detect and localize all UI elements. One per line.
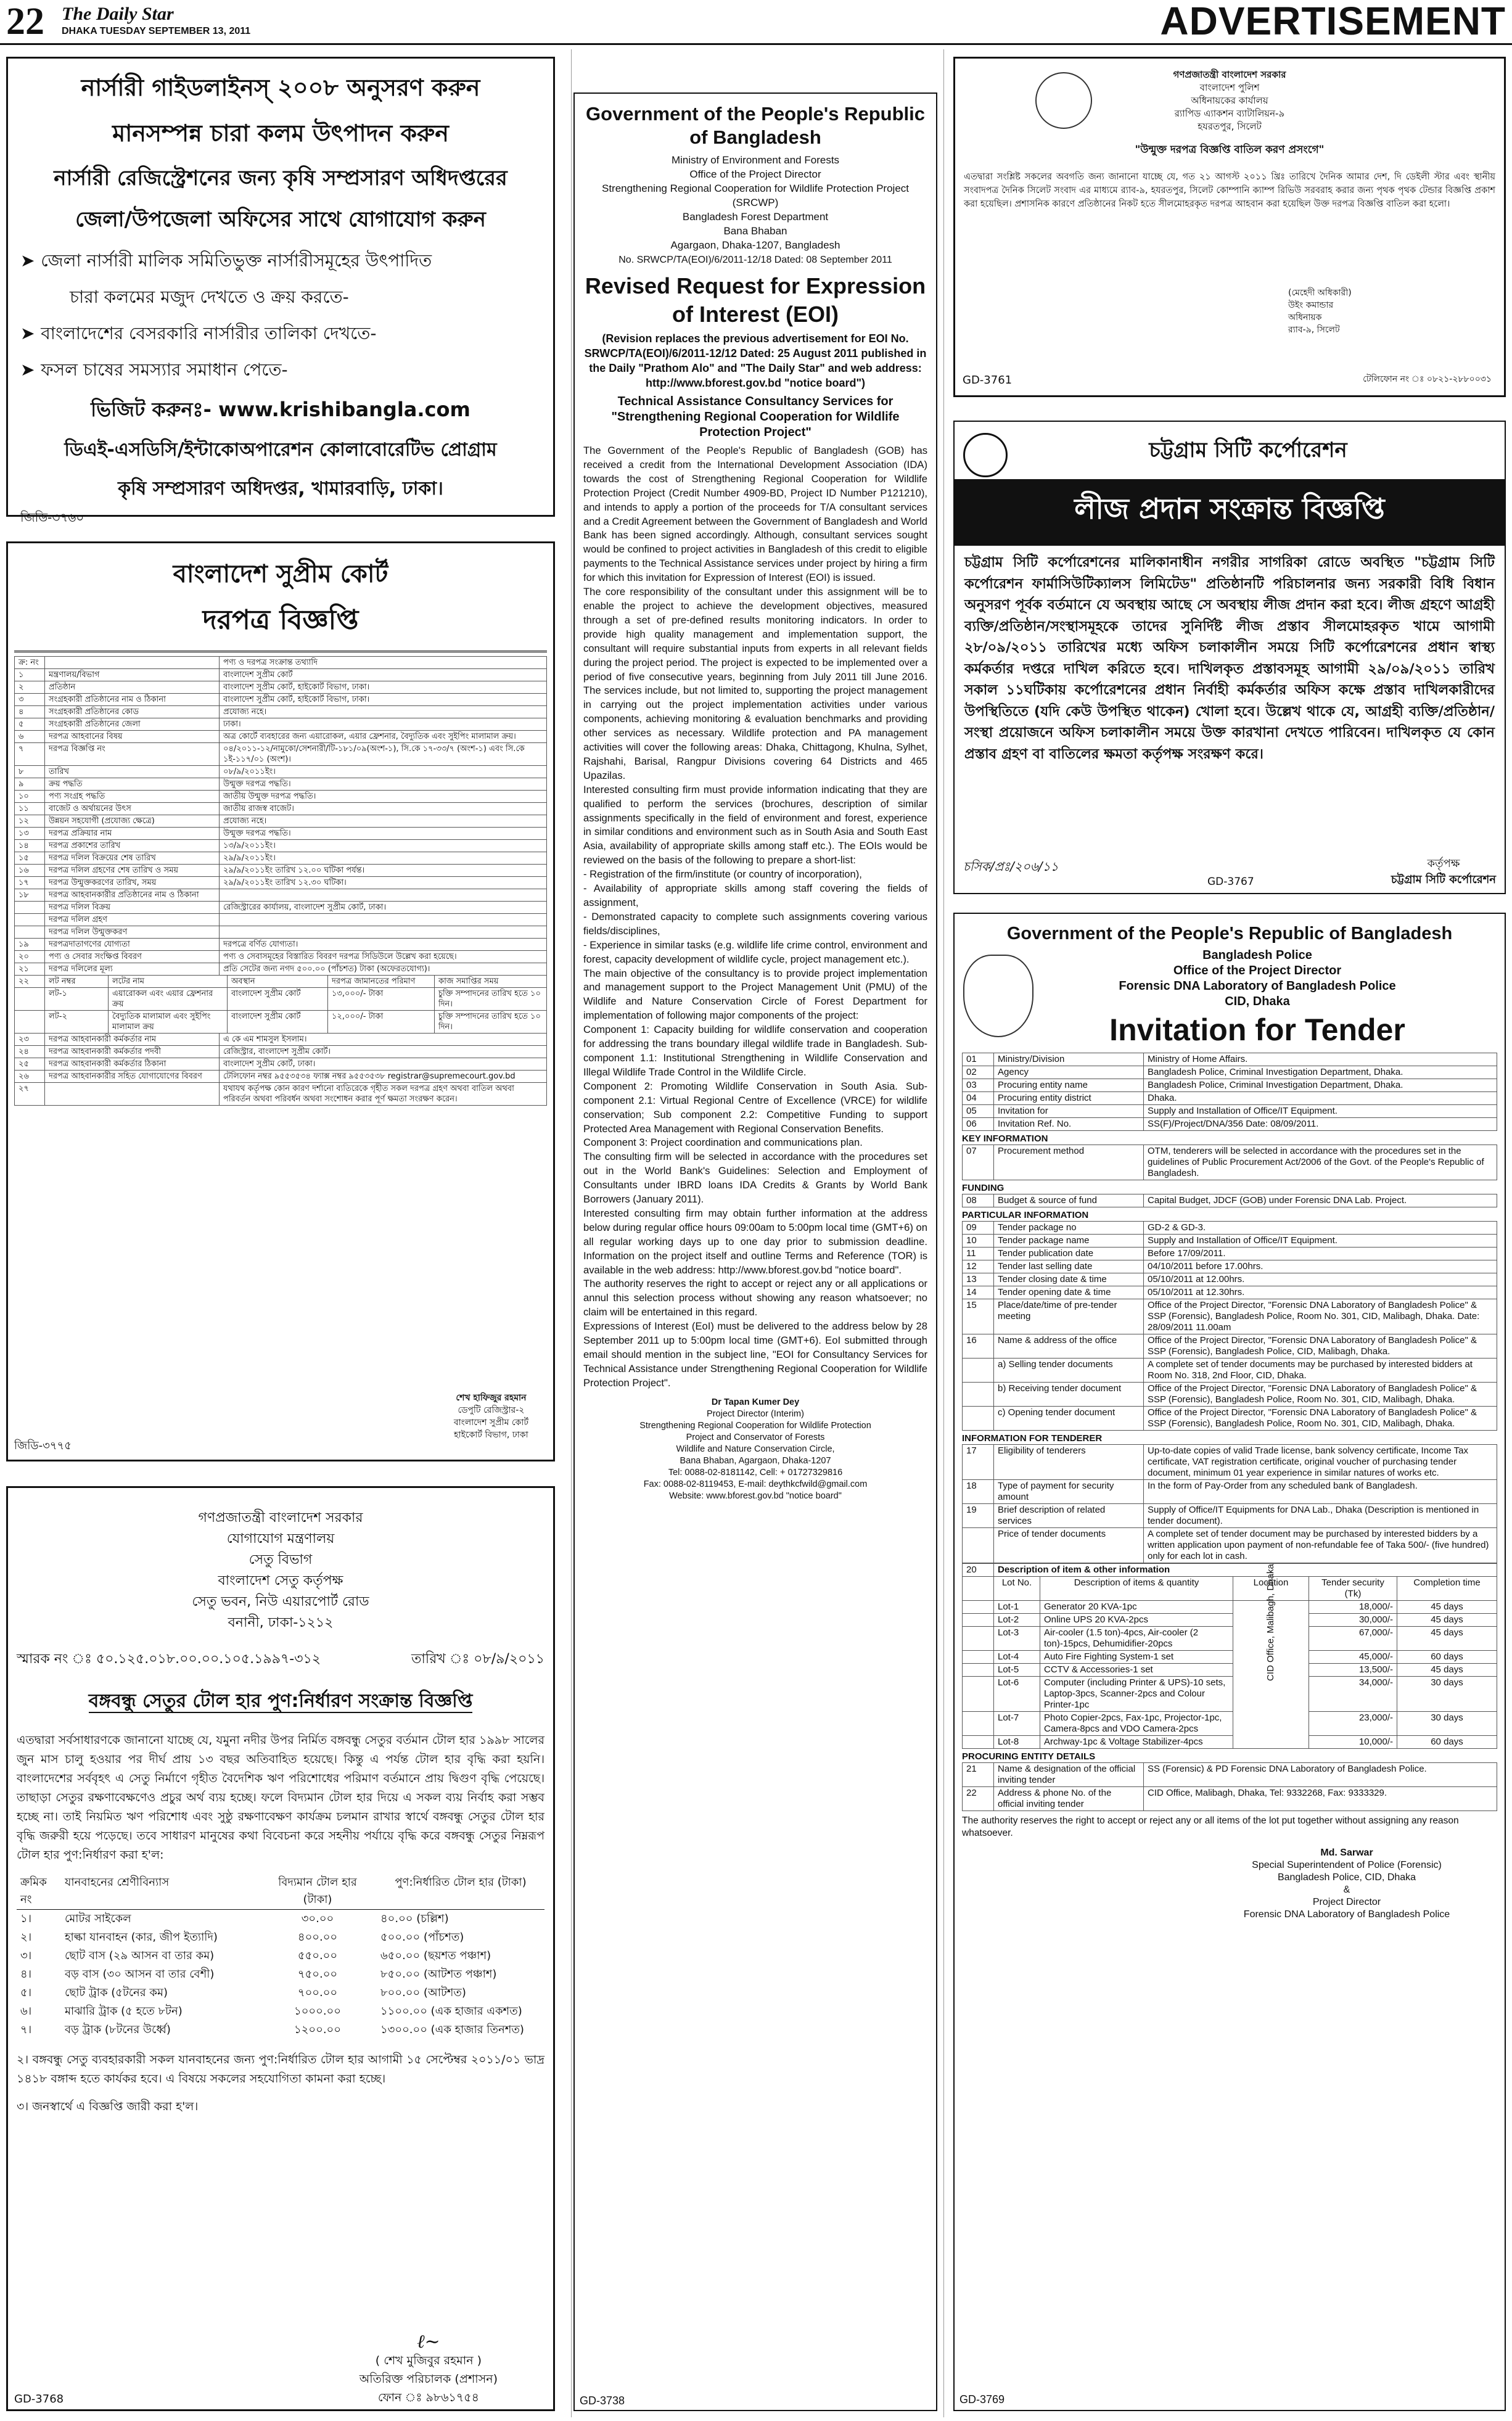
eoi-paragraph: Expressions of Interest (EoI) must be delivered to the address below by 28 September 2011 up to 5:00pm local time (GMT+6). EoI submitted through email should mention in the subject line, "EOI for Consultancy Services for Technical Assistance under Strengthening Regional Cooperation for Wildlife Protection Project". [583, 1320, 927, 1389]
nursery-bullet: ➤ বাংলাদেশের বেসরকারি নার্সারীর তালিকা দেখতে- [20, 323, 377, 343]
eoi-paragraph: Component 2: Promoting Wildlife Conservation in South Asia. Sub-component 2.1: Virtual Regional Centre of Excellence (VRCE) for wildlife conservation; Sub component 2.2: Competitive Funding to support Protected Area Management with Regional Conservation Benefits. [583, 1080, 927, 1135]
tender-table [962, 1145, 1497, 1180]
nursery-ad [6, 57, 555, 525]
eoi-subtitle: Technical Assistance Consultancy Services for "Strengthening Regional Cooperation for Wildlife Protection Project" [611, 395, 900, 439]
section-heading: INFORMATION FOR TENDERER [962, 1433, 1103, 1444]
table-row: দরপত্র দলিল গ্রহণ [15, 914, 547, 926]
table-row: 12 Tender last selling date 04/10/2011 before 17.00hrs. [963, 1260, 1497, 1273]
gd-number: জিডি-৩৭৭৫ [14, 1439, 72, 1452]
table-row: ৯ ক্রয় পদ্ধতি উন্মুক্ত দরপত্র পদ্ধতি। [15, 778, 547, 791]
table-row: ২১ দরপত্র দলিলের মূল্য প্রতি সেটের জন্য নগদ ৫০০.০০ (পাঁচশত) টাকা (অফেরতযোগ্য)। [15, 963, 547, 976]
court-title: বাংলাদেশ সুপ্রীম কোর্ট [173, 560, 388, 588]
table-row: 01 Ministry/Division Ministry of Home Affairs. [963, 1053, 1497, 1066]
eoi-website-link[interactable]: Website: www.bforest.gov.bd "notice board" [669, 1490, 842, 1501]
ctg-title: চট্টগ্রাম সিটি কর্পোরেশন [1149, 438, 1347, 462]
nursery-program: ডিএই-এসডিসি/ইন্টাকোঅপারেশন কোলাবোরেটিভ প্রোগ্রাম [64, 439, 497, 461]
eoi-paragraph: The authority reserves the right to accept or reject any or all applications or annul this selection process without showing any reason whatsoever; no claim will be entertained in this regard. [583, 1278, 927, 1318]
table-row: c) Opening tender document Office of the Project Director, "Forensic DNA Laboratory of Bangladesh Police" & SSP (Forensic), Bangladesh Police, Room No. 301, CID, Malibagh, Dhaka. [963, 1407, 1497, 1431]
table-header: ২২ লট নম্বর লটের নাম অবস্থান দরপত্র জামানতের পরিমাণ কাজ সমাপ্তির সময় [15, 976, 547, 988]
eoi-paragraph: - Registration of the firm/institute (or country of incorporation), [583, 868, 862, 881]
eoi-paragraph: The core responsibility of the consultant under this assignment will be to enable the project to achieve the development objectives, measured through a set of pre-defined results monitoring indicators. In order to provide high quality management and implementation support, the consultant will require substantial inputs from experts in all relevant fields during the project period. The project is expected to be implemented over a period of five consecutive years, beginning from July 2011 till June 2016. The services include, but not limited to, supporting the project management in carrying out the project implementation activities under various components, achieving monitoring & evaluation benchmarks and providing other services as necessary. Wildlife protection and PA management activities will cover the following areas: Dhaka, Chittagong, Khulna, Sylhet, Rajshahi, Barisal, Rangpur Divisions covering 64 Districts and 465 Upazilas. [583, 586, 927, 781]
table-row: 14 Tender opening date & time 05/10/2011 at 12.30hrs. [963, 1286, 1497, 1299]
table-row: 02 Agency Bangladesh Police, Criminal Investigation Department, Dhaka. [963, 1066, 1497, 1079]
table-row: ১। মোটর সাইকেল ৩০.০০ ৪০.০০ (চল্লিশ) [20, 1912, 449, 1925]
eoi-body [583, 444, 927, 1391]
table-row: 04 Procuring entity district Dhaka. [963, 1092, 1497, 1105]
table-row: দরপত্র দলিল বিক্রয় রেজিস্ট্রারের কার্যালয়, বাংলাদেশ সুপ্রীম কোর্ট, ঢাকা। [15, 902, 547, 914]
section-heading: PARTICULAR INFORMATION [962, 1210, 1089, 1220]
nursery-website[interactable]: ভিজিট করুনঃ- www.krishibangla.com [91, 398, 470, 421]
table-row: 13 Tender closing date & time 05/10/2011 at 12.00hrs. [963, 1273, 1497, 1286]
masthead [0, 0, 1512, 44]
table-row: ১৭ দরপত্র উন্মুক্তকরণের তারিখ, সময় ২৯/৯/২০১১ইং তারিখ ১২.৩০ ঘটিকা। [15, 877, 547, 889]
table-header: ক্র: নং পণ্য ও দরপত্র সংক্রান্ত তথ্যাদি [15, 657, 547, 669]
nursery-bullet: ➤ জেলা নার্সারী মালিক সমিতিভুক্ত নার্সারীসমূহের উৎপাদিত [20, 250, 432, 271]
rab-body: এতদ্বারা সংশ্লিষ্ট সকলের অবগতি জন্য জানানো যাচ্ছে যে, গত ২১ আগস্ট ২০১১ খ্রিঃ তারিখে দৈনিক আমার দেশ, দি ডেইলী স্টার এবং স্থানীয় সংবাদপত্র দৈনিক সিলেট সংবাদ এর মাধ্যমে র‌্যাব-৯, হযরতপুর, সিলেট কোম্পানি ক্যাম্প রিভিউ সরবরাহ করার জন্য পৃথক পৃথক টেন্ডার বিজ্ঞপ্তি প্রকাশ করা হয়েছিল। প্রশাসনিক কারণে প্রতিষ্ঠানের নিকট হতে সীলমোহরকৃত দরপত্র আহবান করা হয়েছিল উক্ত দরপত্র বিজ্ঞপ্তি বাতিল করা হলো। [964, 172, 1495, 209]
table-row: 22 Address & phone No. of the official inviting tender CID Office, Malibagh, Dhaka, Tel: 9332268, Fax: 9333329. [963, 1787, 1497, 1811]
tender-ad [953, 913, 1506, 2411]
masthead-rule [0, 43, 1512, 45]
table-row: ৪। বড় বাস (৩০ আসন বা তার বেশী) ৭৫০.০০ ৮৫০.০০ (আটশত পঞ্চাশ) [20, 1968, 497, 1981]
table-row: ৩। ছোট বাস (২৯ আসন বা তার কম) ৫৫০.০০ ৬৫০.০০ (ছয়শত পঞ্চাশ) [20, 1949, 491, 1962]
table-row: Lot-5 CCTV & Accessories-1 set 13,500/- 45 days [963, 1664, 1497, 1677]
table-row: a) Selling tender documents A complete set of tender documents may be purchased by interested bidders at Room No. 318, 2nd Floor, CID, Dhaka. [963, 1358, 1497, 1383]
bridge-note-3: ৩। জনস্বার্থে এ বিজ্ঞপ্তি জারী করা হ'ল। [17, 2100, 199, 2113]
page-number: 22 [6, 1, 44, 43]
table-row: লট-১ এয়ারোকল এবং এয়ার ফ্রেশনার ক্রয় বাংলাদেশ সুপ্রীম কোর্ট ১৩,০০০/- টাকা চুক্তি সম্পাদনের তারিখ হতে ১০ দিন। [15, 988, 547, 1011]
table-row: ৭ দরপত্র বিজ্ঞপ্তি নং ০৪/২০১১-১২/নামুকো/সেশনারী/টি-১৮১/০৯(অংশ-১), সি.কে ১৭-৩৩/৭ (অংশ-১) এবং সি.কে ১ই-১১৭/০১ (অংশ)। [15, 743, 547, 766]
toll-table [17, 1873, 544, 2039]
table-row: ৬ দরপত্র আহবানের বিষয় অত্র কোর্টে ব্যবহারের জন্য এয়ারোকল, এয়ার ফ্রেশনার, বৈদ্যুতিক এবং সুইপিং মালামাল ক্রয়। [15, 731, 547, 743]
table-row: ১৪ দরপত্র প্রকাশের তারিখ ১৩/৯/২০১১ইং। [15, 840, 547, 852]
section-heading: KEY INFORMATION [962, 1133, 1048, 1144]
ctg-banner: লীজ প্রদান সংক্রান্ত বিজ্ঞপ্তি [955, 479, 1505, 546]
nursery-department: কৃষি সম্প্রসারণ অধিদপ্তর, খামারবাড়ি, ঢাকা। [118, 478, 443, 499]
eoi-paragraph: - Demonstrated capacity to complete such assignments covering various fields/disciplines, [583, 910, 927, 937]
tender-table [962, 1053, 1497, 1131]
table-row: 08 Budget & source of fund Capital Budget, JDCF (GOB) under Forensic DNA Lab. Project. [963, 1194, 1497, 1207]
bridge-toll-ad [6, 1486, 555, 2411]
gd-number: GD-3768 [14, 2393, 64, 2406]
eoi-paragraph: The Government of the People's Republic of Bangladesh (GOB) has received a credit from the International Development Association (IDA) towards the cost of Strengthening Regional Cooperation for Wildlife Protection Project (Credit Number 4909-BD, Project ID Number P121210), and intends to apply a portion of the proceeds for T/A consultant services and a Credit Agreement between the Government of Bangladesh and World Bank has been signed accordingly. Although, consultant services sought would be confined to project activities in Bangladesh of this credit to eligible payments to the Technical Assistance services under project by hiring a firm for which this invitation for Expression of Interest (EOI) is issued. [583, 445, 927, 584]
tender-government: Government of the People's Republic of Bangladesh [1006, 924, 1453, 943]
court-table [14, 656, 547, 976]
table-row: ১৮ দরপত্র আহবানকারীর প্রতিষ্ঠানের নাম ও ঠিকানা [15, 889, 547, 902]
eoi-paragraph: - Experience in similar tasks (e.g. wildlife life crime control, environment and forest, capacity development of wildlife cycle, project management etc.). [583, 939, 927, 965]
table-row: 18 Type of payment for security amount In the form of Pay-Order from any scheduled bank of Bangladesh. [963, 1480, 1497, 1504]
table-row: ৫। ছোট ট্রাক (৫টনের কম) ৭০০.০০ ৮০০.০০ (আটশত) [20, 1986, 466, 1999]
table-row: ১২ উন্নয়ন সহযোগী (প্রযোজ্য ক্ষেত্রে) প্রযোজ্য নহে। [15, 815, 547, 828]
table-row: ১৫ দরপত্র দলিল বিক্রয়ের শেষ তারিখ ২৯/৯/২০১১ইং। [15, 852, 547, 865]
memo-number: স্মারক নং ঃ ৫০.১২৫.০১৮.০০.০০.১০৫.১৯৯৭-৩১২ [17, 1651, 321, 1667]
table-row: ৫ সংগ্রহকারী প্রতিষ্ঠানের জেলা ঢাকা। [15, 718, 547, 731]
tender-table [962, 1194, 1497, 1207]
court-header-rule [14, 651, 547, 652]
table-row: Lot-1 Generator 20 KVA-1pc CID Office, Malibagh, Dhaka 18,000/- 45 days [963, 1601, 1497, 1614]
eoi-paragraph: Component 3: Project coordination and communications plan. [583, 1137, 863, 1149]
eoi-reference: No. SRWCP/TA(EOI)/6/2011-12/18 Dated: 08 September 2011 [618, 255, 892, 265]
police-logo-icon [963, 955, 1033, 1037]
table-row: 05 Invitation for Supply and Installation of Office/IT Equipment. [963, 1105, 1497, 1118]
tender-table [962, 1444, 1497, 1563]
nursery-headline-2: মানসম্পন্ন চারা কলম উৎপাদন করুন [112, 120, 449, 147]
eoi-paragraph: The main objective of the consultancy is to provide project implementation and management support to the Project Management Unit (PMU) of the Wildlife and Nature Conservation Circle of Forest Department for implementation of following major components of the project: [583, 967, 927, 1022]
table-row: ২৪ দরপত্র আহবানকারী কর্মকর্তার পদবী রেজিস্ট্রার, বাংলাদেশ সুপ্রীম কোর্ট। [15, 1046, 547, 1058]
table-row: ১ মন্ত্রণালয়/বিভাগ বাংলাদেশ সুপ্রীম কোর্ট [15, 669, 547, 681]
ctg-lease-ad [953, 421, 1506, 894]
ctg-logo-icon [963, 433, 1008, 477]
tender-lot-table [962, 1563, 1497, 1749]
court-signature: শেখ হাফিজুর রহমান ডেপুটি রেজিস্ট্রার-২ বাংলাদেশ সুপ্রীম কোর্ট হাইকোর্ট বিভাগ, ঢাকা [453, 1393, 528, 1440]
table-row: ২৬ দরপত্র আহবানকারীর সহিত যোগাযোগের বিবরণ টেলিফোন নম্বর ৯৫৫৩৫৩৪ ফ্যাক্স নম্বর ৯৫৫৩৫৩৮ registrar@supremecourt.gov.bd [15, 1071, 547, 1083]
table-row: 07 Procurement method OTM, tenderers will be selected in accordance with the procedures set in the guidelines of Public Procurement Act/2006 of the Govt. of the People's Republic of Bangladesh. [963, 1145, 1497, 1180]
table-row: ১৩ দরপত্র প্রক্রিয়ার নাম উন্মুক্ত দরপত্র পদ্ধতি। [15, 828, 547, 840]
table-row: ৪ সংগ্রহকারী প্রতিষ্ঠানের কোড প্রযোজ্য নহে। [15, 706, 547, 718]
eoi-paragraph: - Availability of appropriate skills among staff covering the fields of assignment, [583, 882, 927, 908]
dateline: DHAKA TUESDAY SEPTEMBER 13, 2011 [62, 26, 251, 36]
table-row: ১৯ দরপত্রদাতাগণের যোগ্যতা দরপত্রে বর্ণিত যোগ্যতা। [15, 939, 547, 951]
eoi-paragraph: The consulting firm will be selected in accordance with the procedures set out in the World Bank's Guidelines: Selection and Employment of Consultants under IBRD loans IDA Credits & Grants by World Bank Borrowers (January 2011). [583, 1151, 927, 1206]
gd-number: GD-3761 [963, 374, 1013, 387]
table-row: 15 Place/date/time of pre-tender meeting Office of the Project Director, "Forensic DNA Laboratory of Bangladesh Police" & SSP (Forensic), Bangladesh Police, Room No. 301, CID, Malibagh, Dhaka. Date: 28/09/2011 11.00am [963, 1299, 1497, 1334]
court-subtitle: দরপত্র বিজ্ঞপ্তি [202, 604, 359, 636]
arrow-icon: ➤ [20, 360, 41, 380]
table-row: ২০ পণ্য ও সেবার সংক্ষিপ্ত বিবরণ পণ্য ও সেবাসমূহের বিস্তারিত বিবরণ দরপত্র সিডিউলে উল্লেখ করা হয়েছে। [15, 951, 547, 963]
nursery-headline-3: নার্সারী রেজিস্ট্রেশনের জন্য কৃষি সম্প্রসারণ অধিদপ্তরের [54, 166, 507, 191]
table-row: 21 Name & designation of the official inviting tender SS (Forensic) & PD Forensic DNA Laboratory of Bangladesh Police. [963, 1763, 1497, 1787]
table-row: ৩ সংগ্রহকারী প্রতিষ্ঠানের নাম ও ঠিকানা বাংলাদেশ সুপ্রীম কোর্ট, হাইকোর্ট বিভাগ, ঢাকা। [15, 694, 547, 706]
table-row: 19 Brief description of related services Supply of Office/IT Equipments for DNA Lab., Dhaka (Description is mentioned in tender document). [963, 1504, 1497, 1528]
table-row: ৭। বড় ট্রাক (৮টনের উর্ধ্বে) ১২০০.০০ ১৩০০.০০ (এক হাজার তিনশত) [20, 2023, 524, 2036]
gd-number: GD-3738 [580, 2394, 625, 2407]
table-row: ২৩ দরপত্র আহবানকারী কর্মকর্তার নাম এ কে এম শামসুল ইসলাম। [15, 1034, 547, 1046]
gd-number: GD-3769 [959, 2393, 1005, 2406]
table-row: 16 Name & address of the office Office of the Project Director, "Forensic DNA Laboratory of Bangladesh Police" & SSP (Forensic), Bangladesh Police, CID, Malibagh, Dhaka. [963, 1334, 1497, 1358]
section-title: ADVERTISEMENT [1160, 0, 1506, 43]
signature-mark: ℓ∼ [417, 2331, 440, 2353]
tender-title: Invitation for Tender [1109, 1013, 1405, 1047]
eoi-paragraph: Interested consulting firm may obtain further information at the address below during regular office hours 09:00am to 5:00pm local time (GMT+6) on all regular working days up to one day prior to submission deadline. Information on the project itself and outline Terms and Reference (TOR) is available in the web address: http://www.bforest.gov.bd "notice board". [583, 1207, 927, 1276]
table-row: ২ প্রতিষ্ঠান বাংলাদেশ সুপ্রীম কোর্ট, হাইকোর্ট বিভাগ, ঢাকা। [15, 681, 547, 694]
bridge-note-2: ২। বঙ্গবন্ধু সেতু ব্যবহারকারী সকল যানবাহনের জন্য পুণ:নির্ধারিত টোল হার আগামী ১৫ সেপ্টেম্বর ২০১১/০১ ভাদ্র ১৪১৮ বঙ্গাব্দ হতে কার্যকর হবে। এ বিষয়ে সকলের সহযোগিতা কামনা করা হচ্ছে। [17, 2053, 544, 2086]
gd-number: জিডি-৩৭৬০ [20, 510, 84, 525]
table-row: Lot-3 Air-cooler (1.5 ton)-4pcs, Air-cooler (2 ton)-15pcs, Dehumidifier-20pcs 67,000/- 45 days [963, 1627, 1497, 1651]
table-row: 11 Tender publication date Before 17/09/2011. [963, 1247, 1497, 1260]
table-row: 09 Tender package no GD-2 & GD-3. [963, 1222, 1497, 1235]
table-row: দরপত্র দলিল উন্মুক্তকরণ [15, 926, 547, 939]
tender-signature: Md. Sarwar Special Superintendent of Police (Forensic) Bangladesh Police, CID, Dhaka & Project Director Forensic DNA Laboratory of Bangladesh Police [1243, 1848, 1450, 1920]
section-heading: PROCURING ENTITY DETAILS [962, 1751, 1096, 1762]
table-header: Lot No. Description of items & quantity Location Tender security (Tk) Completion time [963, 1577, 1497, 1601]
bridge-body: এতদ্বারা সর্বসাধারণকে জানানো যাচ্ছে যে, যমুনা নদীর উপর নির্মিত বঙ্গবন্ধু সেতুর বর্তমান টোল হার ১৯৯৮ সালের জুন মাস চালু হওয়ার পর দীর্ঘ প্রায় ১৩ বছর অতিবাহিত হয়েছে। কিন্তু এ পর্যন্ত টোল হার বৃদ্ধি করা হয়নি। বাংলাদেশের সর্ববৃহৎ এ সেতু নির্মাণে গৃহীত বৈদেশিক ঋণ পরিশোধের পরিমাণ বর্তমানে প্রায় দ্বিগুণ বৃদ্ধি পেয়েছে। তাছাড়া সেতুর রক্ষণাবেক্ষণেও প্রচুর অর্থ ব্যয় হচ্ছে। ফলে বিদ্যমান টোল হার দিয়ে এ সকল ব্যয় নির্বাহ করা সম্ভব হচ্ছে না। তাই নিয়মিত ঋণ পরিশোধ এবং সুষ্ঠু রক্ষণাবেক্ষণ কার্যক্রম চলমান রাখার স্বার্থে বঙ্গবন্ধু সেতুর টোল হার বৃদ্ধি জরুরী হয়ে পড়েছে। তবে সাধারণ মানুষের কথা বিবেচনা করে সহনীয় পর্যায়ে বৃদ্ধি করে বঙ্গবন্ধু সেতুর নিম্নরূপ টোল হার পুণ:নির্ধারণ করা হ'ল: [17, 1733, 544, 1862]
tender-table [962, 1762, 1497, 1811]
table-row: ২৭ যথাযথ কর্তৃপক্ষ কোন কারণ দর্শানো ব্যতিরেকে গৃহীত সকল দরপত্র গ্রহণ অথবা বাতিল অথবা পরিবর্তন অথবা পরিবর্ধন অথবা সংশোধন করার পূর্ণ ক্ষমতা সংরক্ষণ করেন। [15, 1083, 547, 1106]
table-row: ৬। মাঝারি ট্রাক (৫ হতে ৮টন) ১০০০.০০ ১১০০.০০ (এক হাজার একশত) [20, 2005, 522, 2018]
bridge-signature: ℓ∼ ( শেখ মুজিবুর রহমান ) অতিরিক্ত পরিচালক (প্রশাসন) ফোন ঃ ৯৮৬১৭৫৪ [359, 2331, 498, 2404]
eoi-address: Ministry of Environment and Forests Office of the Project Director Strengthening Regional Cooperation for Wildlife Protection Project (SRCWP) Bangladesh Forest Department Bana Bhaban Agargaon, Dhaka-1207, Bangladesh [602, 154, 909, 251]
eoi-paragraph: Component 1: Capacity building for wildlife conservation and cooperation for addressing the trans boundary illegal wildlife trade in Bangladesh. Sub-component 1.1: Institutional Strengthening in Wildlife Conservation and Illegal Wildlife Trade Control in the Wildlife Circle. [583, 1024, 927, 1078]
court-lot-table [14, 975, 547, 1034]
eoi-revision: (Revision replaces the previous advertisement for EOI No. SRWCP/TA(EOI)/6/2011-12/12 Dated: 25 August 2011 published in the Daily "Prathom Alo" and "The Daily Star" and web address: http://www.bforest.gov.bd "notice board") [584, 332, 927, 389]
eoi-title: Revised Request for Expression of Interest (EOI) [585, 273, 926, 327]
table-header: 20 Description of item & other information [963, 1564, 1497, 1577]
table-row: Lot-7 Photo Copier-2pcs, Fax-1pc, Projector-1pc, Camera-8pcs and VDO Camera-2pcs 23,000/- 30 days [963, 1712, 1497, 1736]
nursery-bullet: ➤ ফসল চাষের সমস্যার সমাধান পেতে- [20, 360, 288, 380]
court-table-2 [14, 1033, 547, 1106]
eoi-paragraph: Interested consulting firm must provide information indicating that they are qualified to perform the services (brochures, description of similar assignments specifically in the field of environment and forest, experience in similar conditions and environment such as in South Asia and South East Asia, availability of appropriate skills among staff etc.). The EOIs would be reviewed on the basis of the following to prepare a short-list: [583, 783, 927, 866]
supreme-court-ad [6, 541, 555, 1461]
table-row: Price of tender documents A complete set of tender document may be purchased by interested bidders by a written application upon payment of non-refundable fee of Taka 500/- (five hundred) only for each lot in cash. [963, 1528, 1497, 1563]
column-rule-left [571, 49, 572, 2417]
ctg-reference: চসিক/প্রঃ/২০৬/১১ [963, 859, 1059, 874]
nursery-bullet-cont: চারা কলমের মজুদ দেখতে ও ক্রয় করতে- [70, 287, 349, 307]
table-row: লট-২ বৈদ্যুতিক মালামাল এবং সুইপিং মালামাল ক্রয় বাংলাদেশ সুপ্রীম কোর্ট ১২,০০০/- টাকা চুক্তি সম্পাদনের তারিখ হতে ১০ দিন। [15, 1011, 547, 1034]
rab-notice-ad [953, 57, 1506, 397]
rab-signature: (মেহেদী অধিকারী) উইং কমান্ডার অধিনায়ক র‌্যাব-৯, সিলেট [1288, 288, 1352, 335]
table-row: 10 Tender package name Supply and Installation of Office/IT Equipment. [963, 1235, 1497, 1247]
eoi-signature: Dr Tapan Kumer Dey Project Director (Interim) Strengthening Regional Cooperation for Wildlife Protection Project and Conservator of Forests Wildlife and Nature Conservation Circle, Bana Bhaban, Agargaon, Dhaka-1207 Tel: 0088-02-8181142, Cell: + 01727329816 Fax: 0088-02-8119453, E-mail: deythkcfwild@gmail.com Website: www.bforest.gov.bd "notice board" [583, 1397, 927, 1502]
table-row: 06 Invitation Ref. No. SS(F)/Project/DNA/356 Date: 08/09/2011. [963, 1118, 1497, 1131]
ctg-signature: কর্তৃপক্ষ চট্টগ্রাম সিটি কর্পোরেশন [1391, 857, 1496, 886]
tender-tables [962, 1053, 1497, 1811]
eoi-ad [573, 92, 937, 2411]
table-row: Lot-2 Online UPS 20 KVA-2pcs 30,000/- 45 days [963, 1614, 1497, 1627]
rab-phone: টেলিফোন নং ঃ ০৮২১-২৮৮০০৩১ [1363, 374, 1492, 384]
rab-header: গণপ্রজাতন্ত্রী বাংলাদেশ সরকার বাংলাদেশ পুলিশ অধিনায়কের কার্যালয় র‌্যাপিড এ্যাকশন ব্যাটালিয়ন-৯ হযরতপুর, সিলেট [1173, 69, 1286, 132]
section-heading: FUNDING [962, 1183, 1005, 1193]
arrow-icon: ➤ [20, 250, 41, 271]
ctg-body: চট্টগ্রাম সিটি কর্পোরেশনের মালিকানাধীন নগরীর সাগরিকা রোডে অবস্থিত "চট্টগ্রাম সিটি কর্পোরেশন ফার্মাসিউটিক্যালস লিমিটেড" প্রতিষ্ঠানটি পরিচালনার জন্য সরকারী বিধি বিধান অনুসরণ পূর্বক বর্তমানে যে অবস্থায় আছে সে অবস্থায় লীজ প্রদান করা হবে। লীজ গ্রহণে আগ্রহী ব্যক্তি/প্রতিষ্ঠান/সংস্থাসমূহকে তাদের সুনির্দিষ্ট লীজ প্রস্তাব সীলমোহরকৃত খামে আগামী ২৮/০৯/২০১১ তারিখের মধ্যে অফিস চলাকালীন সময়ে সিটি কর্পোরেশনের প্রধান স্বাস্থ্য কর্মকর্তার দপ্তরে দাখিল করিতে হবে। দাখিলকৃত প্রস্তাবসমূহ আগামী ২৯/০৯/২০১১ তারিখ সকাল ১১ঘটিকায় কর্পোরেশনের প্রধান নির্বাহী কর্মকর্তার অফিস কক্ষে প্রস্তাব দাখিলকারীদের উপস্থিতিতে (যদি কেউ উপস্থিত থাকেন) খোলা হবে। উল্লেখ থাকে যে, আগ্রহী ব্যক্তি/প্রতিষ্ঠান/সংস্থা প্রয়োজনে অফিস চলাকালীন সময়ে উক্ত কারখানা দেখতে পারিবেন। দাখিলকৃত যে কোন প্রস্তাব গ্রহণ বা বাতিলের ক্ষমতা কর্তৃপক্ষ সংরক্ষণ করে। [964, 554, 1495, 762]
table-row: ১৬ দরপত্র দলিল গ্রহণের শেষ তারিখ ও সময় ২৯/৯/২০১১ইং তারিখ ১২.০০ ঘটিকা পর্যন্ত। [15, 865, 547, 877]
gd-number: GD-3767 [1207, 876, 1254, 888]
table-row: ২। হাল্কা যানবাহন (কার, জীপ ইত্যাদি) ৪০০.০০ ৫০০.০০ (পাঁচশত) [20, 1931, 464, 1944]
table-row: ২৫ দরপত্র আহবানকারী কর্মকর্তার ঠিকানা বাংলাদেশ সুপ্রীম কোর্ট, ঢাকা। [15, 1058, 547, 1071]
tender-header: Bangladesh Police Office of the Project Director Forensic DNA Laboratory of Bangladesh Police CID, Dhaka [1119, 948, 1396, 1008]
eoi-government: Government of the People's Republic of Bangladesh [586, 103, 925, 148]
nursery-headline-4: জেলা/উপজেলা অফিসের সাথে যোগাযোগ করুন [75, 207, 486, 232]
table-row: ১১ বাজেট ও অর্থায়নের উৎস জাতীয় রাজস্ব বাজেট। [15, 803, 547, 815]
table-row: b) Receiving tender document Office of the Project Director, "Forensic DNA Laboratory of Bangladesh Police" & SSP (Forensic), Bangladesh Police, Room No. 301, CID, Malibagh, Dhaka. [963, 1383, 1497, 1407]
arrow-icon: ➤ [20, 323, 41, 343]
column-rule-right [943, 49, 944, 2417]
table-row: Lot-6 Computer (including Printer & UPS)-10 sets, Laptop-3pcs, Scanner-2pcs and Colour Printer-1pc 34,000/- 30 days [963, 1677, 1497, 1712]
paper-name: The Daily Star [62, 4, 174, 24]
table-row: 17 Eligibility of tenderers Up-to-date copies of valid Trade license, bank solvency certificate, Income Tax certificate, VAT registration certificate, original voucher of purchasing tender document, minimum 01 year experience in similar natures of works etc. [963, 1445, 1497, 1480]
memo-date: তারিখ ঃ ০৮/৯/২০১১ [411, 1651, 544, 1667]
nursery-headline-1: নার্সারী গাইডলাইনস্‌ ২০০৮ অনুসরণ করুন [81, 74, 480, 101]
table-row: ১০ পণ্য সংগ্রহ পদ্ধতি জাতীয় উন্মুক্ত দরপত্র পদ্ধতি। [15, 791, 547, 803]
rab-title: "উন্মুক্ত দরপত্র বিজ্ঞপ্তি বাতিল করণ প্রসংগে" [1135, 144, 1325, 156]
table-row: Lot-8 Archway-1pc & Voltage Stabilizer-4pcs 10,000/- 60 days [963, 1736, 1497, 1749]
rab-seal-icon [1035, 72, 1092, 129]
bridge-title: বঙ্গবন্ধু সেতুর টোল হার পুণ:নির্ধারণ সংক্রান্ত বিজ্ঞপ্তি [88, 1690, 473, 1712]
table-row: Lot-4 Auto Fire Fighting System-1 set 45,000/- 60 days [963, 1651, 1497, 1664]
table-row: ৮ তারিখ ০৮/৯/২০১১ইং। [15, 766, 547, 778]
table-header: ক্রমিক নং যানবাহনের শ্রেণীবিন্যাস বিদ্যমান টোল হার (টাকা) পুণ:নির্ধারিত টোল হার (টাকা) [17, 1873, 544, 1910]
lot-location: CID Office, Malibagh, Dhaka [1233, 1601, 1309, 1749]
tender-footer: The authority reserves the right to accept or reject any or all items of the lot put together without assigning any reason whatsoever. [962, 1815, 1459, 1838]
tender-table [962, 1221, 1497, 1431]
table-row: 03 Procuring entity name Bangladesh Police, Criminal Investigation Department, Dhaka. [963, 1079, 1497, 1092]
bridge-header: গণপ্রজাতন্ত্রী বাংলাদেশ সরকার যোগাযোগ মন্ত্রণালয় সেতু বিভাগ বাংলাদেশ সেতু কর্তৃপক্ষ সেতু ভবন, নিউ এয়ারপোর্ট রোড বনানী, ঢাকা-১২১২ [192, 1510, 369, 1630]
